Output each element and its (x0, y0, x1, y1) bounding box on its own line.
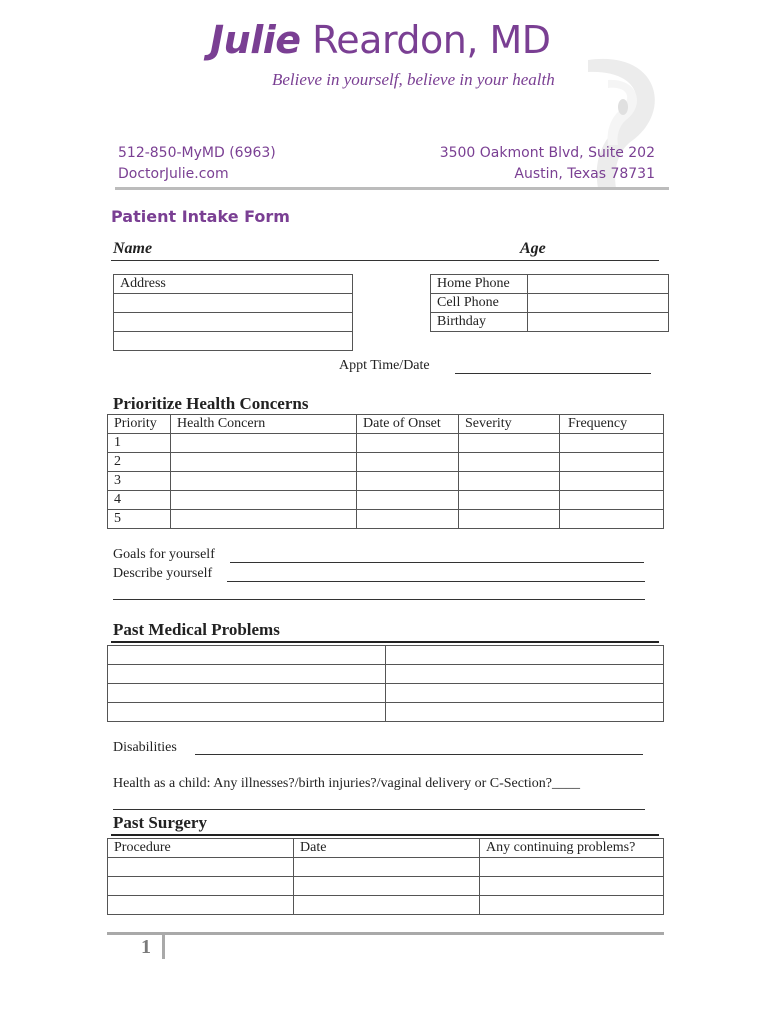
table-row (108, 434, 664, 453)
doctor-name (210, 18, 551, 62)
onset-cell[interactable] (357, 491, 459, 510)
severity-cell[interactable] (459, 434, 560, 453)
frequency-cell[interactable] (560, 472, 664, 491)
doctor-first-name: Julie (210, 18, 301, 62)
footer-divider (107, 932, 664, 935)
concern-cell[interactable] (171, 510, 357, 529)
footer-page-marker (162, 935, 165, 959)
header-continuing-problems: Any continuing problems? (480, 839, 664, 858)
address-field-1[interactable] (114, 294, 353, 313)
form-title: Patient Intake Form (111, 207, 290, 226)
header-divider (115, 187, 669, 190)
address-label: Address (114, 275, 353, 294)
severity-cell[interactable] (459, 510, 560, 529)
severity-cell[interactable] (459, 491, 560, 510)
page-number: 1 (141, 936, 151, 958)
medical-cell[interactable] (108, 646, 386, 665)
website: DoctorJulie.com (118, 166, 229, 182)
table-row (108, 453, 664, 472)
header-procedure: Procedure (108, 839, 294, 858)
medical-cell[interactable] (386, 665, 664, 684)
table-row (108, 877, 664, 896)
surgery-title: Past Surgery (113, 813, 207, 832)
procedure-cell[interactable] (108, 896, 294, 915)
medical-title-rule (111, 641, 659, 643)
frequency-cell[interactable] (560, 453, 664, 472)
onset-cell[interactable] (357, 453, 459, 472)
onset-cell[interactable] (357, 510, 459, 529)
surgery-title-rule (111, 834, 659, 836)
disabilities-field[interactable] (195, 754, 643, 755)
priority-cell: 4 (108, 491, 171, 510)
goals-label: Goals for yourself (113, 547, 215, 562)
problems-cell[interactable] (480, 896, 664, 915)
surgery-table (107, 838, 664, 915)
date-cell[interactable] (294, 858, 480, 877)
date-cell[interactable] (294, 896, 480, 915)
severity-cell[interactable] (459, 453, 560, 472)
address-line-2: Austin, Texas 78731 (514, 166, 655, 182)
header-health-concern: Health Concern (171, 415, 357, 434)
header-severity: Severity (459, 415, 560, 434)
severity-cell[interactable] (459, 472, 560, 491)
concern-cell[interactable] (171, 434, 357, 453)
address-table (113, 274, 353, 351)
age-label: Age (520, 240, 546, 257)
goals-field[interactable] (230, 562, 644, 563)
table-row (108, 858, 664, 877)
date-cell[interactable] (294, 877, 480, 896)
child-health-label: Health as a child: Any illnesses?/birth injuries?/vaginal delivery or C-Section?____ (113, 776, 580, 791)
header-priority: Priority (108, 415, 171, 434)
onset-cell[interactable] (357, 434, 459, 453)
medical-cell[interactable] (386, 684, 664, 703)
disabilities-label: Disabilities (113, 740, 177, 755)
table-row (108, 510, 664, 529)
describe-label: Describe yourself (113, 566, 213, 581)
table-row (108, 684, 664, 703)
surgery-header-row (108, 839, 664, 858)
medical-title: Past Medical Problems (113, 620, 280, 639)
doctor-last-name: Reardon, MD (300, 18, 551, 62)
medical-cell[interactable] (108, 703, 386, 722)
address-field-2[interactable] (114, 313, 353, 332)
medical-table (107, 645, 664, 722)
phone-number: 512-850-MyMD (6963) (118, 145, 276, 161)
priority-cell: 5 (108, 510, 171, 529)
cell-phone-field[interactable] (528, 294, 669, 313)
header-date: Date (294, 839, 480, 858)
priority-cell: 2 (108, 453, 171, 472)
concern-cell[interactable] (171, 453, 357, 472)
home-phone-field[interactable] (528, 275, 669, 294)
birthday-label: Birthday (431, 313, 528, 332)
frequency-cell[interactable] (560, 434, 664, 453)
problems-cell[interactable] (480, 877, 664, 896)
procedure-cell[interactable] (108, 877, 294, 896)
name-age-line[interactable] (111, 260, 659, 261)
table-row (108, 491, 664, 510)
table-row (108, 472, 664, 491)
table-row (108, 665, 664, 684)
procedure-cell[interactable] (108, 858, 294, 877)
medical-cell[interactable] (108, 665, 386, 684)
phone-table (430, 274, 669, 332)
frequency-cell[interactable] (560, 491, 664, 510)
concerns-title: Prioritize Health Concerns (113, 394, 309, 413)
table-row (108, 703, 664, 722)
child-health-field[interactable] (113, 809, 645, 810)
header-date-of-onset: Date of Onset (357, 415, 459, 434)
birthday-field[interactable] (528, 313, 669, 332)
concerns-header-row (108, 415, 664, 434)
priority-cell: 3 (108, 472, 171, 491)
medical-cell[interactable] (386, 646, 664, 665)
appt-field[interactable] (455, 373, 651, 374)
address-field-3[interactable] (114, 332, 353, 351)
priority-cell: 1 (108, 434, 171, 453)
describe-field[interactable] (227, 581, 645, 582)
appt-label: Appt Time/Date (339, 358, 430, 373)
problems-cell[interactable] (480, 858, 664, 877)
address-line-1: 3500 Oakmont Blvd, Suite 202 (439, 145, 655, 161)
home-phone-label: Home Phone (431, 275, 528, 294)
onset-cell[interactable] (357, 472, 459, 491)
concerns-table (107, 414, 664, 529)
table-row (108, 896, 664, 915)
tagline: Believe in yourself, believe in your health (272, 70, 555, 89)
medical-cell[interactable] (108, 684, 386, 703)
frequency-cell[interactable] (560, 510, 664, 529)
cell-phone-label: Cell Phone (431, 294, 528, 313)
name-label: Name (113, 240, 153, 257)
concern-cell[interactable] (171, 472, 357, 491)
concern-cell[interactable] (171, 491, 357, 510)
header-frequency: Frequency (560, 415, 664, 434)
medical-cell[interactable] (386, 703, 664, 722)
describe-field-continued[interactable] (113, 599, 645, 600)
table-row (108, 646, 664, 665)
